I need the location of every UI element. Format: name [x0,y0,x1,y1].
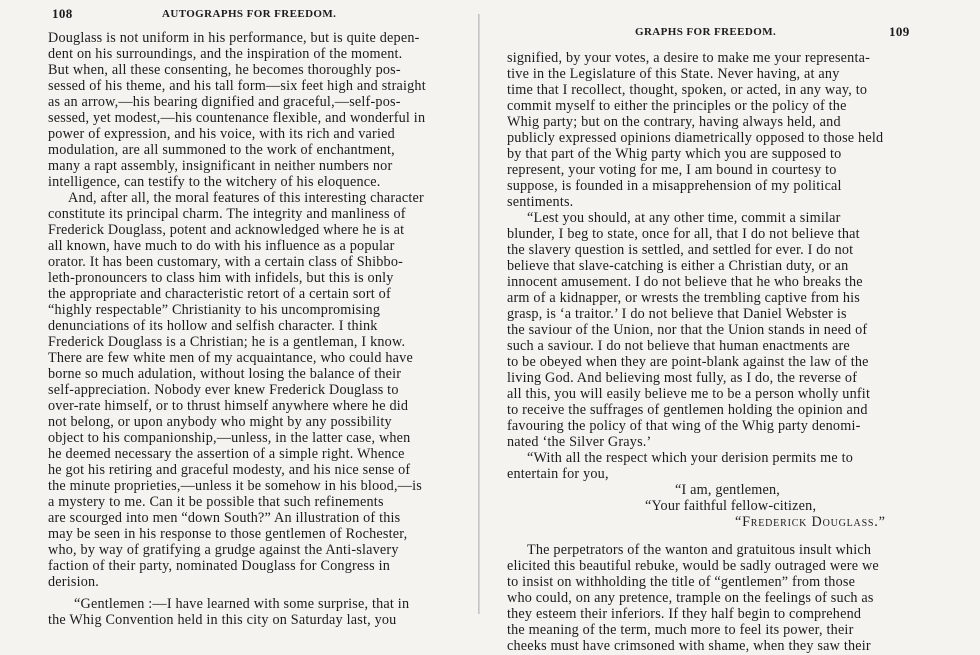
text-line: over-rate himself, or to thrust himself anywhere where he did [48,398,409,414]
text-line: dent on his surroundings, and the inspiration of the moment. [48,46,403,62]
text-line: “Gentlemen :—I have learned with some surprise, that in [74,596,410,612]
text-line: commit myself to either the principles or the policy of the [507,98,847,114]
text-line: time that I recollect, thought, spoken, or acted, in any way, to [507,82,868,98]
text-line: such a saviour. I do not believe that human enactments are [507,338,850,354]
text-line: he got his retiring and graceful modesty, and his nice sense of [48,462,411,478]
text-line: all known, have much to do with his influence as a popular [48,238,395,254]
text-line: to be obeyed when they are point-blank against the law of the [507,354,869,370]
running-title: GRAPHS FOR FREEDOM. [635,26,777,38]
text-line: all this, you will easily believe me to be a person wholly unfit [507,386,871,402]
text-line: derision. [48,574,100,590]
text-line: cheeks must have crimsoned with shame, when they saw their [507,638,871,654]
text-line: sentiments. [507,194,574,210]
text-line: the Whig Convention held in this city on Saturday last, you [48,612,397,628]
text-line: to receive the suffrages of gentlemen holding the opinion and [507,402,868,418]
text-line: not belong, or upon anybody who might by any possibility [48,414,392,430]
text-line: believe that slave-catching is either a Christian duty, or an [507,258,849,274]
text-line: arm of a kidnapper, or wrests the trembling captive from his [507,290,861,306]
text-line: may be seen in his response to those gentlemen of Rochester, [48,526,408,542]
text-line: nated ‘the Silver Grays.’ [507,434,652,450]
text-line: power of expression, and his voice, with its rich and varied [48,126,395,142]
text-line: the slavery question is settled, and settled for ever. I do not [507,242,854,258]
text-line: represent, your voting for me, I am bound in courtesy to [507,162,837,178]
text-line: suppose, is founded in a misapprehension of my political [507,178,842,194]
text-line: living God. And believing most fully, as I do, the reverse of [507,370,858,386]
text-line: Douglass is not uniform in his performance, but is quite depen- [48,30,420,46]
page-number: 108 [52,6,73,21]
text-line: object to his companionship,—unless, in the latter case, when [48,430,411,446]
text-line: entertain for you, [507,466,609,482]
text-line: to insist on withholding the title of “gentlemen” from those [507,574,856,590]
text-line: “highly respectable” Christianity to his uncompromising [48,302,381,318]
text-line: denunciations of its hollow and selfish character. I think [48,318,378,334]
page-number: 109 [889,24,910,39]
text-line: borne so much adulation, without losing the balance of their [48,366,402,382]
text-line: orator. It has been customary, with a certain class of Shibbo- [48,254,404,270]
right-page [487,0,980,655]
text-line: Whig party; but on the contrary, having always held, and [507,114,841,130]
text-line: who, by way of gratifying a grudge against the Anti-slavery [48,542,399,558]
text-line: a mystery to me. Can it be possible that such refinements [48,494,384,510]
text-line: many a rapt assembly, insignificant in neither numbers nor [48,158,393,174]
signoff-line: “I am, gentlemen, [675,482,781,498]
text-line: self-appreciation. Nobody ever knew Frederick Douglass to [48,382,399,398]
text-line: modulation, are all summoned to the work of enchantment, [48,142,395,158]
text-line: as an arrow,—his bearing dignified and graceful,—self-pos- [48,94,401,110]
text-line: “With all the respect which your derision permits me to [527,450,854,466]
text-line: elicited this beautiful rebuke, would be sadly outraged were we [507,558,879,574]
text-line: Frederick Douglass, potent and acknowledged where he is at [48,222,405,238]
text-line: And, after all, the moral features of this interesting character [68,190,424,206]
text-line: leth-pronouncers to class him with infidels, but this is only [48,270,394,286]
text-line: signified, by your votes, a desire to make me your representa- [507,50,871,66]
text-line: who could, on any pretence, trample on the feelings of such as [507,590,874,606]
text-line: they esteem their inferiors. If they half begin to comprehend [507,606,862,622]
text-line: intelligence, can testify to the witchery of his eloquence. [48,174,381,190]
text-line: constitute its principal charm. The integrity and manliness of [48,206,406,222]
text-line: faction of their party, nominated Douglass for Congress in [48,558,391,574]
text-line: The perpetrators of the wanton and gratuitous insult which [527,542,872,558]
text-line: blunder, I beg to state, once for all, that I do not believe that [507,226,860,242]
text-line: favouring the policy of that wing of the Whig party denomi- [507,418,861,434]
text-line: the minute proprieties,—unless it be somehow in his blood,—is [48,478,422,494]
text-line: the appropriate and characteristic retort of a certain sort of [48,286,391,302]
text-line: Frederick Douglass is a Christian; he is a gentleman, I know. [48,334,406,350]
text-line: by that part of the Whig party which you are supposed to [507,146,842,162]
text-line: tive in the Legislature of this State. Never having, at any [507,66,840,82]
text-line: innocent amusement. I do not believe that he who breaks the [507,274,863,290]
text-line: are scourged into men “down South?” An illustration of this [48,510,401,526]
text-line: There are few white men of my acquaintance, who could have [48,350,413,366]
text-line: “Lest you should, at any other time, commit a similar [527,210,841,226]
text-line: sessed of his theme, and his tall form—six feet high and straight [48,78,426,94]
signoff-line: “Your faithful fellow-citizen, [645,498,817,514]
text-line: he deemed necessary the assertion of a simple right. Whence [48,446,405,462]
text-line: grasp, is ‘a traitor.’ I do not believe that Daniel Webster is [507,306,847,322]
left-page [0,0,485,655]
running-title: AUTOGRAPHS FOR FREEDOM. [162,8,337,20]
text-line: the saviour of the Union, nor that the Union stands in need of [507,322,868,338]
page-gutter [478,14,480,614]
text-line: the meaning of the term, much more to feel its power, their [507,622,854,638]
text-line: sessed, yet modest,—his countenance flexible, and wonderful in [48,110,426,126]
text-line: publicly expressed opinions diametrically opposed to those held [507,130,884,146]
text-line: But when, all these consenting, he becomes thoroughly pos- [48,62,401,78]
signature-line: “Frederick Douglass.” [735,514,886,530]
